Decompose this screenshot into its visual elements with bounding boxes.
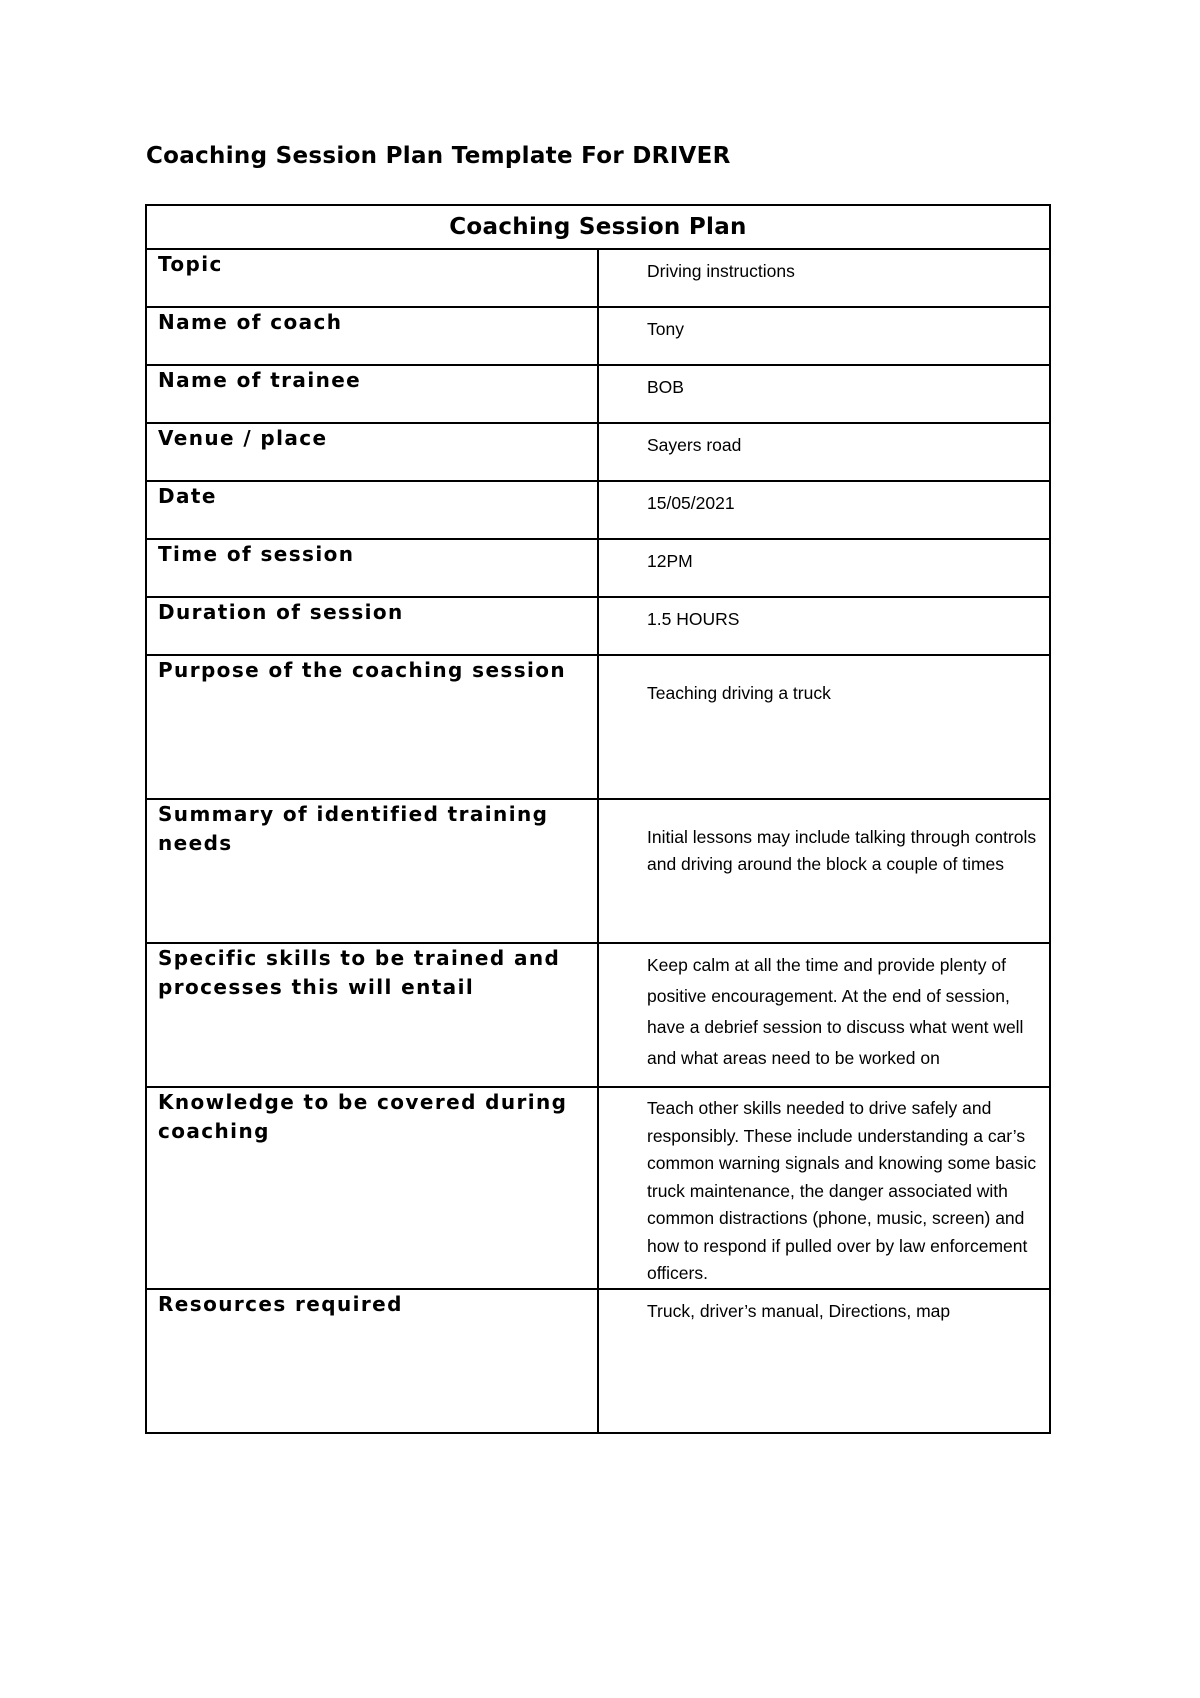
row-label: Name of trainee [146,365,598,423]
row-label: Knowledge to be covered during coaching [146,1087,598,1289]
row-value: Teach other skills needed to drive safely and responsibly. These include understanding a car’s common warning signals and knowing some basic truck maintenance, the danger associated with common distractions (phone, music, screen) and how to respond if pulled over by law enforcement officers. [598,1087,1050,1289]
table-row-coach [146,307,1050,365]
table-row-venue [146,423,1050,481]
table-row-time [146,539,1050,597]
row-label: Venue / place [146,423,598,481]
table-header-row [146,205,1050,249]
row-value: Teaching driving a truck [598,655,1050,799]
row-label: Specific skills to be trained and processes this will entail [146,943,598,1087]
table-row-resources [146,1289,1050,1433]
row-label: Summary of identified training needs [146,799,598,943]
table-row-purpose [146,655,1050,799]
row-label: Duration of session [146,597,598,655]
row-value: BOB [598,365,1050,423]
row-label: Resources required [146,1289,598,1433]
table-row-duration [146,597,1050,655]
table-row-specific-skills [146,943,1050,1087]
row-value: Sayers road [598,423,1050,481]
row-label: Date [146,481,598,539]
coaching-session-plan-table [145,204,1051,1434]
table-heading: Coaching Session Plan [146,205,1050,249]
table-row-knowledge [146,1087,1050,1289]
row-value: Initial lessons may include talking through controls and driving around the block a couple of times [598,799,1050,943]
row-label: Purpose of the coaching session [146,655,598,799]
table-row-trainee [146,365,1050,423]
row-label: Name of coach [146,307,598,365]
table-row-date [146,481,1050,539]
row-value: Driving instructions [598,249,1050,307]
row-value: 15/05/2021 [598,481,1050,539]
row-value: Truck, driver’s manual, Directions, map [598,1289,1050,1433]
document-title: Coaching Session Plan Template For DRIVER [146,143,731,169]
row-value: Tony [598,307,1050,365]
table-row-topic [146,249,1050,307]
row-value: 1.5 HOURS [598,597,1050,655]
row-label: Topic [146,249,598,307]
row-value: Keep calm at all the time and provide plenty of positive encouragement. At the end of session, have a debrief session to discuss what went well and what areas need to be worked on [598,943,1050,1087]
table-row-training-needs [146,799,1050,943]
row-value: 12PM [598,539,1050,597]
row-label: Time of session [146,539,598,597]
